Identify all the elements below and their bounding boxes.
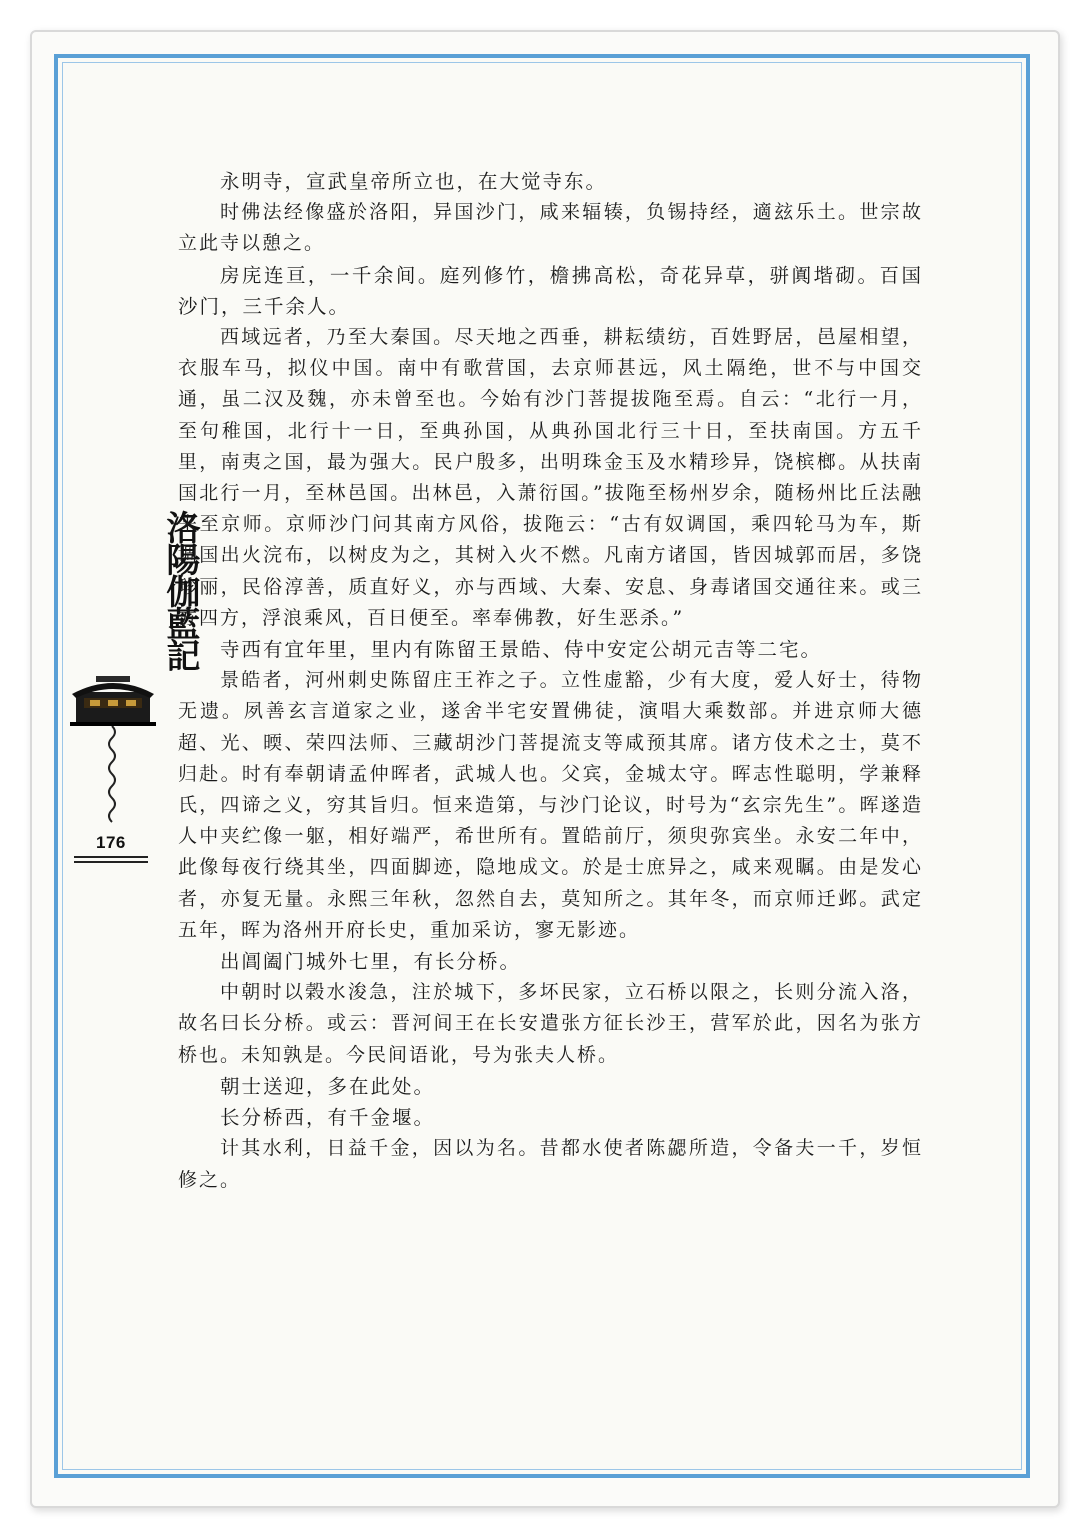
paragraph: 景皓者，河州刺史陈留庄王祚之子。立性虚豁，少有大度，爱人好士，待物无遗。夙善玄言道家之业，遂舍半宅安置佛徒，演唱大乘数部。并进京师大德超、光、㬉、荣四法师、三藏胡沙门菩提流支等咸预其席。诸方伎术之士，莫不归赴。时有奉朝请孟仲晖者，武城人也。父宾，金城太守。晖志性聪明，学兼释氏，四谛之义，穷其旨归。恒来造第，与沙门论议，时号为“玄宗先生”。晖遂造人中夹纻像一躯，相好端严，希世所有。置皓前厅，须臾弥宾坐。永安二年中，此像每夜行绕其坐，四面脚迹，隐地成文。於是士庶异之，咸来观瞩。由是发心者，亦复无量。永熙三年秋，忽然自去，莫知所之。其年冬，而京师迁邺。武定五年，晖为洛州开府长史，重加采访，寥无影迹。 bbox=[178, 669, 923, 941]
paragraph: 寺西有宜年里，里内有陈留王景皓、侍中安定公胡元吉等二宅。 bbox=[220, 638, 823, 662]
page-number-rule bbox=[74, 861, 148, 863]
paragraph: 中朝时以榖水浚急，注於城下，多坏民家，立石桥以限之，长则分流入洛，故名曰长分桥。或云：晋河间王在长安遣张方征长沙王，营军於此，因名为张方桥也。未知孰是。今民间语讹，号为张夫人桥。 bbox=[178, 981, 923, 1066]
paragraph: 永明寺，宣武皇帝所立也，在大觉寺东。 bbox=[220, 170, 608, 193]
paragraph: 西域远者，乃至大秦国。尽天地之西垂，耕耘绩纺，百姓野居，邑屋相望，衣服车马，拟仪中国。南中有歌营国，去京师甚远，风土隔绝，世不与中国交通，虽二汉及魏，亦未曾至也。今始有沙门菩提拔陁至焉。自云：“北行一月，至句稚国，北行十一日，至典孙国，从典孙国北行三十日，至扶南国。方五千里，南夷之国，最为强大。民户殷多，出明珠金玉及水精珍异，饶槟榔。从扶南国北行一月，至林邑国。出林邑，入萧衍国。”拔陁至杨州岁余，随杨州比丘法融来至京师。京师沙门问其南方风俗，拔陁云：“古有奴调国，乘四轮马为车，斯调国出火浣布，以树皮为之，其树入火不燃。凡南方诸国，皆因城郭而居，多饶珍丽，民俗淳善，质直好义，亦与西域、大秦、安息、身毒诸国交通往来。或三方四方，浮浪乘风，百日便至。率奉佛教，好生恶杀。” bbox=[178, 326, 923, 629]
pavilion-icon bbox=[70, 668, 156, 726]
paragraph: 时佛法经像盛於洛阳，异国沙门，咸来辐辏，负锡持经，適玆乐土。世宗故立此寺以憩之。 bbox=[178, 201, 923, 255]
paragraph: 房庑连亘，一千余间。庭列修竹，檐拂高松，奇花异草，骈阗堦砌。百国沙门，三千余人。 bbox=[178, 263, 923, 318]
page-number-rule bbox=[74, 856, 148, 858]
main-text bbox=[178, 166, 923, 1196]
side-emblem bbox=[70, 510, 200, 870]
paragraph: 计其水利，日益千金，因以为名。昔都水使者陈勰所造，令备夫一千，岁恒修之。 bbox=[178, 1137, 923, 1191]
paragraph: 出阊阖门城外七里，有长分桥。 bbox=[220, 950, 522, 974]
paragraph: 长分桥西，有千金堰。 bbox=[220, 1106, 436, 1130]
paragraph: 朝士送迎，多在此处。 bbox=[220, 1074, 436, 1098]
wavy-line-ornament bbox=[104, 726, 120, 826]
page-number: 176 bbox=[96, 833, 126, 852]
book-title-vertical: 洛陽伽藍記 bbox=[160, 510, 200, 670]
